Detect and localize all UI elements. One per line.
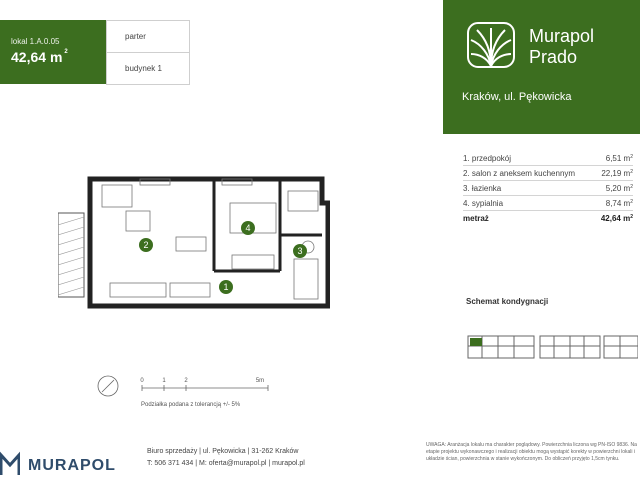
unit-area-value: 42,64 bbox=[11, 49, 47, 65]
room-area: 6,51 $m^2$ bbox=[605, 153, 633, 163]
scale-tick-1: 1 bbox=[162, 378, 166, 384]
room-list bbox=[463, 151, 633, 226]
footer-brand: MURAPOL bbox=[28, 457, 116, 474]
footer-contact bbox=[147, 446, 305, 470]
room-name: 1. przedpokój bbox=[463, 153, 512, 163]
room-area: 22,19 $m^2$ bbox=[601, 168, 633, 178]
leaf-logo-icon bbox=[467, 22, 515, 68]
brand-city: Kraków, ul. Pękowicka bbox=[462, 91, 572, 103]
scale-tick-5m: 5m bbox=[255, 378, 265, 384]
room-row bbox=[463, 151, 633, 166]
room-marker-1: 1 bbox=[223, 282, 229, 292]
schema-highlight bbox=[470, 338, 482, 346]
room-row bbox=[463, 196, 633, 211]
brand-name-line2: Prado bbox=[529, 47, 578, 67]
unit-area-unit: m bbox=[49, 49, 63, 65]
brand-name-line1: Murapol bbox=[529, 26, 595, 46]
room-area: 8,74 $m^2$ bbox=[605, 198, 633, 208]
scale-note: Podziałka podana z tolerancją +/- 5% bbox=[141, 402, 241, 408]
unit-info-block bbox=[0, 20, 106, 84]
building-cell: budynek 1 bbox=[107, 53, 190, 85]
murapol-logo-icon bbox=[0, 451, 20, 477]
total-label: metraż bbox=[463, 214, 489, 223]
brand-header bbox=[443, 0, 640, 134]
scale-tick-0: 0 bbox=[140, 378, 144, 384]
unit-area-unit-sup: 2 bbox=[64, 49, 68, 55]
room-marker-3: 3 bbox=[297, 246, 303, 256]
scale-bar bbox=[96, 372, 276, 402]
schema-title: Schemat kondygnacji bbox=[466, 297, 549, 306]
scale-tick-2: 2 bbox=[184, 378, 188, 384]
balcony bbox=[58, 213, 84, 297]
room-name: 4. sypialnia bbox=[463, 198, 504, 208]
brand-name bbox=[529, 26, 594, 68]
floor-schema-diagram bbox=[462, 328, 638, 368]
total-row bbox=[463, 211, 633, 226]
outer-walls bbox=[90, 179, 328, 306]
unit-label: lokal 1.A.0.05 bbox=[11, 37, 60, 46]
room-marker-4: 4 bbox=[245, 223, 251, 233]
room-area: 5,20 $m^2$ bbox=[605, 183, 633, 193]
unit-area bbox=[11, 49, 106, 65]
total-area: 42,64 $m^2$ bbox=[600, 214, 633, 223]
room-row bbox=[463, 166, 633, 181]
footer-contact-line2[interactable]: T: 506 371 434 | M: oferta@murapol.pl | murapol.pl bbox=[147, 460, 305, 467]
unit-details-table bbox=[106, 20, 190, 85]
footer-contact-line1: Biuro sprzedaży | ul. Pękowicka | 31-262 Kraków bbox=[147, 448, 299, 455]
floor-plan-drawing bbox=[58, 175, 330, 310]
room-marker-2: 2 bbox=[143, 240, 149, 250]
room-name: 2. salon z aneksem kuchennym bbox=[463, 168, 576, 178]
floor-cell: parter bbox=[107, 21, 190, 53]
room-row bbox=[463, 181, 633, 196]
footer-disclaimer: UWAGA: Aranżacja lokalu ma charakter poglądowy. Powierzchnia liczona wg PN-ISO 9836. Na etapie projektu wykonawczego i realizacji obiektu mogą wystąpić korekty w powierzchni lokali i układzie ścian, powierzchnia w stanie wykończonym. Do obliczeń przyjęto 1,5cm tynku. bbox=[426, 442, 637, 462]
room-name: 3. łazienka bbox=[463, 183, 502, 193]
